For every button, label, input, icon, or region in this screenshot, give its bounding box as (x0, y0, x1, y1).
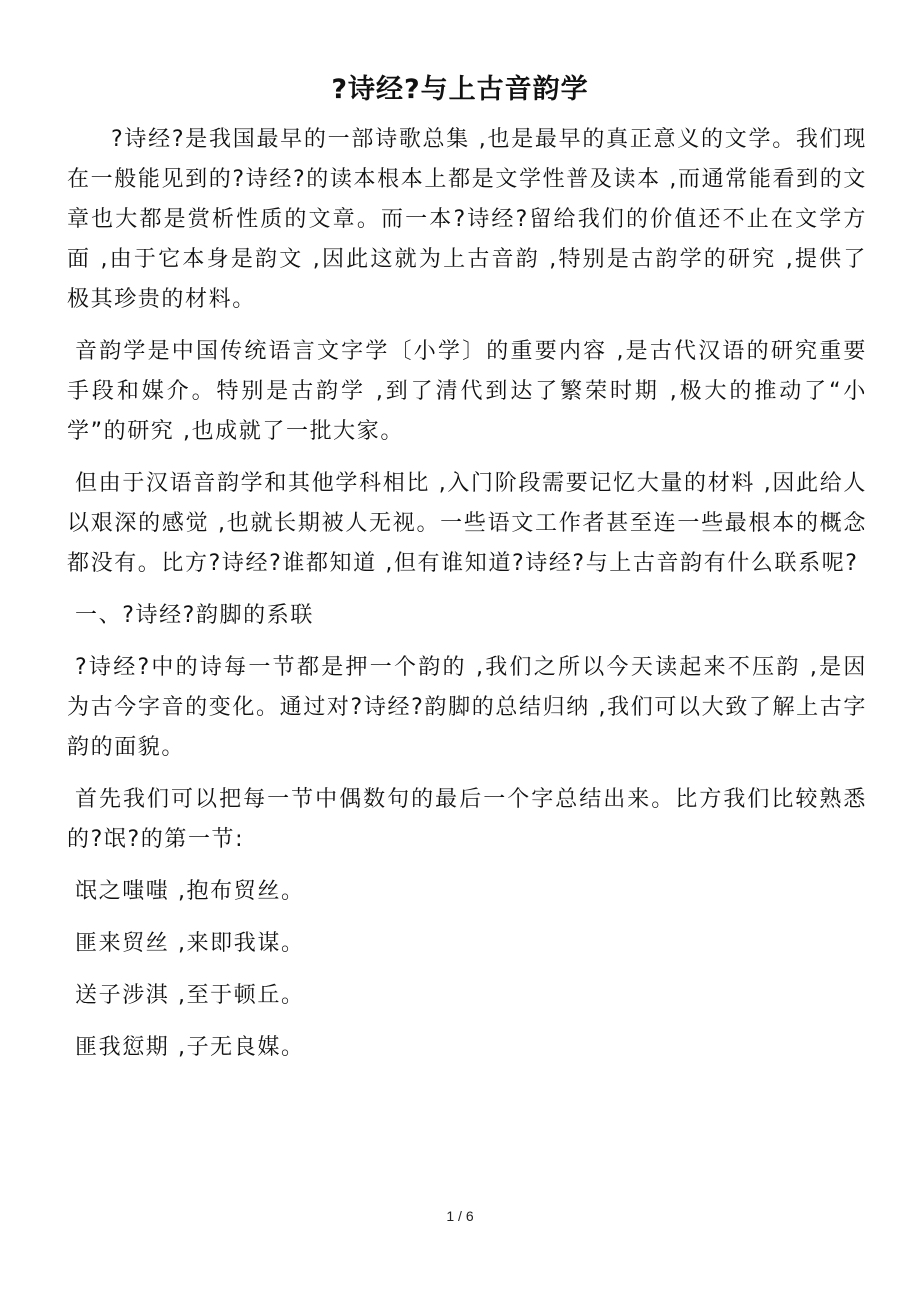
example-intro-paragraph: 首先我们可以把每一节中偶数句的最后一个字总结出来。比方我们比较熟悉的?氓?的第一节: (67, 787, 867, 852)
page-number: 1 / 6 (446, 1208, 474, 1224)
document-title: ?诗经?与上古音韵学 (331, 74, 589, 105)
intro-paragraph: ?诗经?是我国最早的一部诗歌总集 ,也是最早的真正意义的文学。我们现在一般能见到的?诗经?的读本根本上都是文学性普及读本 ,而通常能看到的文章也大都是赏析性质的文章。而一本?诗经?留给我们的价值还不止在文学方面 ,由于它本身是韵文 ,因此这就为上古音韵 ,特别是古韵学的研究 ,提供了极其珍贵的材料。 (67, 127, 867, 312)
document-body (67, 120, 867, 1080)
difficulty-paragraph: 但由于汉语音韵学和其他学科相比 ,入门阶段需要记忆大量的材料 ,因此给人以艰深的感觉 ,也就长期被人无视。一些语文工作者甚至连一些最根本的概念都没有。比方?诗经?谁都知道 ,但有谁知道?诗经?与上古音韵有什么联系呢? (67, 471, 867, 576)
verse-line: 氓之嗤嗤 ,抱布贸丝。 (75, 879, 305, 904)
rhyme-paragraph: ?诗经?中的诗每一节都是押一个韵的 ,我们之所以今天读起来不压韵 ,是因为古今字音的变化。通过对?诗经?韵脚的总结归纳 ,我们可以大致了解上古字韵的面貌。 (67, 655, 867, 760)
verse-line: 送子涉淇 ,至于顿丘。 (75, 983, 305, 1008)
phonology-paragraph: 音韵学是中国传统语言文字学〔小学〕的重要内容 ,是古代汉语的研究重要手段和媒介。特别是古韵学 ,到了清代到达了繁荣时期 ,极大的推动了“小学”的研究 ,也成就了一批大家。 (67, 339, 867, 444)
verse-line: 匪我愆期 ,子无良媒。 (75, 1035, 305, 1060)
verse-line: 匪来贸丝 ,来即我谋。 (75, 931, 305, 956)
section-heading: 一、?诗经?韵脚的系联 (75, 603, 314, 628)
